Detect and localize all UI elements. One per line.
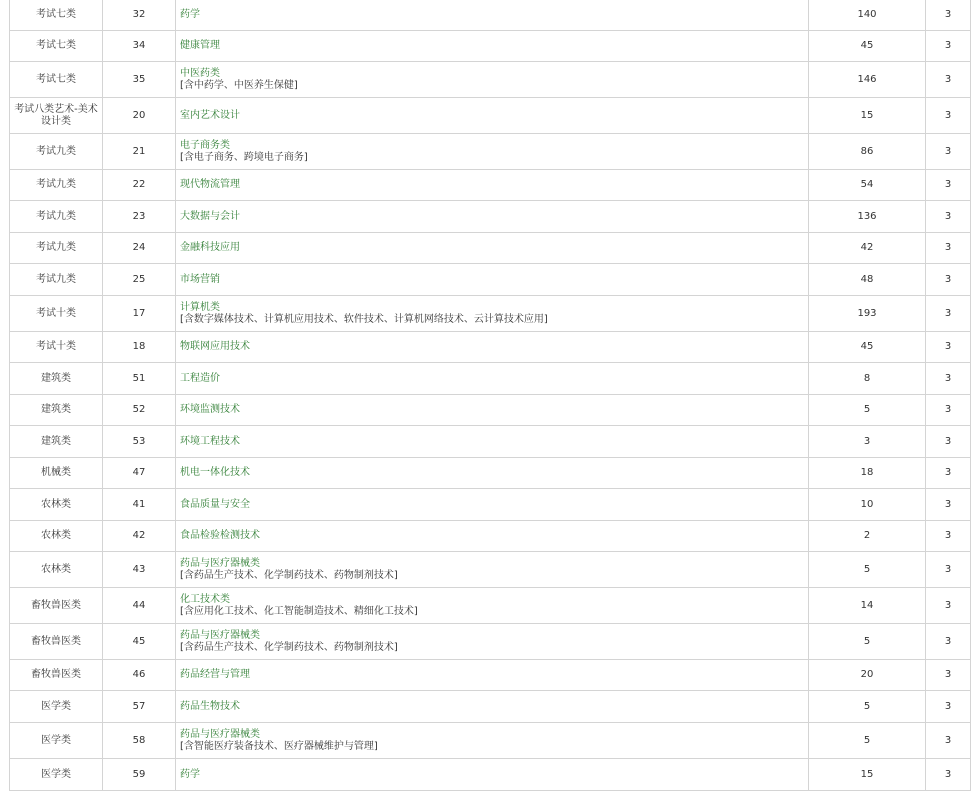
plan-count-cell: 5 bbox=[809, 723, 926, 759]
table-row bbox=[10, 624, 971, 660]
code-cell: 59 bbox=[103, 759, 176, 791]
category-cell: 考试七类 bbox=[10, 31, 103, 62]
category-cell: 医学类 bbox=[10, 723, 103, 759]
table-row bbox=[10, 552, 971, 588]
major-included-list: [含电子商务、跨境电子商务] bbox=[180, 151, 308, 163]
years-cell: 3 bbox=[926, 264, 971, 296]
years-cell: 3 bbox=[926, 458, 971, 489]
major-included-list: [含中药学、中医养生保健] bbox=[180, 79, 298, 91]
major-name: 机电一体化技术 bbox=[180, 467, 250, 478]
category-cell: 考试七类 bbox=[10, 0, 103, 31]
plan-count-cell: 5 bbox=[809, 552, 926, 588]
table-row bbox=[10, 201, 971, 233]
table-body bbox=[10, 0, 971, 791]
table-row bbox=[10, 588, 971, 624]
plan-count-cell: 14 bbox=[809, 588, 926, 624]
plan-count-cell: 140 bbox=[809, 0, 926, 31]
years-cell: 3 bbox=[926, 691, 971, 723]
major-name: 药品与医疗器械类 bbox=[180, 557, 260, 569]
major-name: 电子商务类 bbox=[180, 139, 230, 151]
table-row bbox=[10, 395, 971, 426]
major-name: 药品与医疗器械类 bbox=[180, 629, 260, 641]
major-cell bbox=[176, 31, 809, 62]
category-cell: 考试十类 bbox=[10, 332, 103, 363]
years-cell: 3 bbox=[926, 363, 971, 395]
plan-count-cell: 54 bbox=[809, 170, 926, 201]
years-cell: 3 bbox=[926, 332, 971, 363]
major-cell bbox=[176, 332, 809, 363]
code-cell: 45 bbox=[103, 624, 176, 660]
code-cell: 17 bbox=[103, 296, 176, 332]
major-name: 室内艺术设计 bbox=[180, 109, 240, 121]
category-cell: 考试七类 bbox=[10, 62, 103, 98]
plan-count-cell: 5 bbox=[809, 691, 926, 723]
category-cell: 畜牧兽医类 bbox=[10, 588, 103, 624]
years-cell: 3 bbox=[926, 0, 971, 31]
plan-count-cell: 5 bbox=[809, 624, 926, 660]
category-cell: 建筑类 bbox=[10, 363, 103, 395]
major-cell bbox=[176, 624, 809, 660]
table-row bbox=[10, 759, 971, 791]
years-cell: 3 bbox=[926, 426, 971, 458]
category-cell: 建筑类 bbox=[10, 395, 103, 426]
major-name: 工程造价 bbox=[180, 372, 220, 384]
code-cell: 34 bbox=[103, 31, 176, 62]
plan-count-cell: 10 bbox=[809, 489, 926, 521]
table-row bbox=[10, 62, 971, 98]
code-cell: 52 bbox=[103, 395, 176, 426]
plan-count-cell: 18 bbox=[809, 458, 926, 489]
plan-count-cell: 146 bbox=[809, 62, 926, 98]
table-row bbox=[10, 691, 971, 723]
major-name: 大数据与会计 bbox=[180, 210, 240, 222]
major-cell bbox=[176, 489, 809, 521]
code-cell: 44 bbox=[103, 588, 176, 624]
category-cell: 考试九类 bbox=[10, 170, 103, 201]
plan-count-cell: 45 bbox=[809, 31, 926, 62]
table-row bbox=[10, 0, 971, 31]
years-cell: 3 bbox=[926, 660, 971, 691]
plan-count-cell: 45 bbox=[809, 332, 926, 363]
code-cell: 47 bbox=[103, 458, 176, 489]
code-cell: 25 bbox=[103, 264, 176, 296]
major-name: 计算机类 bbox=[180, 301, 220, 313]
plan-count-cell: 193 bbox=[809, 296, 926, 332]
table-row bbox=[10, 458, 971, 489]
major-name: 药品与医疗器械类 bbox=[180, 728, 260, 740]
major-cell bbox=[176, 759, 809, 791]
major-name: 环境工程技术 bbox=[180, 435, 240, 447]
major-name: 食品质量与安全 bbox=[180, 498, 250, 510]
admission-plan-table bbox=[9, 0, 971, 791]
code-cell: 20 bbox=[103, 98, 176, 134]
code-cell: 42 bbox=[103, 521, 176, 552]
major-name: 食品检验检测技术 bbox=[180, 530, 260, 541]
table-row bbox=[10, 426, 971, 458]
category-cell: 考试九类 bbox=[10, 264, 103, 296]
years-cell: 3 bbox=[926, 395, 971, 426]
major-name: 环境监测技术 bbox=[180, 404, 240, 415]
years-cell: 3 bbox=[926, 62, 971, 98]
major-included-list: [含数字媒体技术、计算机应用技术、软件技术、计算机网络技术、云计算技术应用] bbox=[180, 313, 548, 325]
major-name: 健康管理 bbox=[180, 40, 220, 51]
major-name: 市场营销 bbox=[180, 273, 220, 285]
code-cell: 53 bbox=[103, 426, 176, 458]
major-included-list: [含药品生产技术、化学制药技术、药物制剂技术] bbox=[180, 641, 398, 653]
code-cell: 18 bbox=[103, 332, 176, 363]
major-cell bbox=[176, 134, 809, 170]
major-name: 药学 bbox=[180, 768, 200, 780]
years-cell: 3 bbox=[926, 170, 971, 201]
plan-count-cell: 3 bbox=[809, 426, 926, 458]
code-cell: 57 bbox=[103, 691, 176, 723]
major-cell bbox=[176, 296, 809, 332]
years-cell: 3 bbox=[926, 201, 971, 233]
table-row bbox=[10, 31, 971, 62]
plan-count-cell: 136 bbox=[809, 201, 926, 233]
category-cell: 考试九类 bbox=[10, 201, 103, 233]
major-cell bbox=[176, 264, 809, 296]
years-cell: 3 bbox=[926, 759, 971, 791]
years-cell: 3 bbox=[926, 489, 971, 521]
major-name: 物联网应用技术 bbox=[180, 341, 250, 352]
table-row bbox=[10, 489, 971, 521]
table-row bbox=[10, 134, 971, 170]
major-name: 金融科技应用 bbox=[180, 242, 240, 253]
years-cell: 3 bbox=[926, 296, 971, 332]
category-cell: 考试八类艺术-美术设计类 bbox=[10, 98, 103, 134]
major-cell bbox=[176, 588, 809, 624]
code-cell: 22 bbox=[103, 170, 176, 201]
major-included-list: [含药品生产技术、化学制药技术、药物制剂技术] bbox=[180, 569, 398, 581]
major-cell bbox=[176, 723, 809, 759]
major-name: 药学 bbox=[180, 8, 200, 20]
major-cell bbox=[176, 660, 809, 691]
major-cell bbox=[176, 233, 809, 264]
plan-count-cell: 86 bbox=[809, 134, 926, 170]
major-cell bbox=[176, 395, 809, 426]
plan-count-cell: 15 bbox=[809, 98, 926, 134]
category-cell: 医学类 bbox=[10, 759, 103, 791]
table-row bbox=[10, 723, 971, 759]
major-name: 中医药类 bbox=[180, 67, 220, 79]
code-cell: 43 bbox=[103, 552, 176, 588]
major-name: 药品生物技术 bbox=[180, 700, 240, 712]
code-cell: 46 bbox=[103, 660, 176, 691]
category-cell: 考试九类 bbox=[10, 233, 103, 264]
years-cell: 3 bbox=[926, 588, 971, 624]
years-cell: 3 bbox=[926, 31, 971, 62]
years-cell: 3 bbox=[926, 134, 971, 170]
major-cell bbox=[176, 426, 809, 458]
major-cell bbox=[176, 521, 809, 552]
major-name: 现代物流管理 bbox=[180, 179, 240, 190]
category-cell: 考试十类 bbox=[10, 296, 103, 332]
major-cell bbox=[176, 98, 809, 134]
category-cell: 农林类 bbox=[10, 552, 103, 588]
plan-count-cell: 5 bbox=[809, 395, 926, 426]
category-cell: 医学类 bbox=[10, 691, 103, 723]
years-cell: 3 bbox=[926, 624, 971, 660]
years-cell: 3 bbox=[926, 233, 971, 264]
major-name: 药品经营与管理 bbox=[180, 669, 250, 680]
major-name: 化工技术类 bbox=[180, 593, 230, 605]
plan-count-cell: 42 bbox=[809, 233, 926, 264]
table-row bbox=[10, 660, 971, 691]
category-cell: 农林类 bbox=[10, 489, 103, 521]
years-cell: 3 bbox=[926, 521, 971, 552]
table-row bbox=[10, 98, 971, 134]
plan-count-cell: 48 bbox=[809, 264, 926, 296]
code-cell: 23 bbox=[103, 201, 176, 233]
category-cell: 畜牧兽医类 bbox=[10, 660, 103, 691]
major-cell bbox=[176, 363, 809, 395]
category-cell: 农林类 bbox=[10, 521, 103, 552]
code-cell: 41 bbox=[103, 489, 176, 521]
plan-count-cell: 8 bbox=[809, 363, 926, 395]
category-cell: 建筑类 bbox=[10, 426, 103, 458]
category-cell: 机械类 bbox=[10, 458, 103, 489]
table-row bbox=[10, 233, 971, 264]
code-cell: 21 bbox=[103, 134, 176, 170]
plan-count-cell: 2 bbox=[809, 521, 926, 552]
major-cell bbox=[176, 458, 809, 489]
major-cell bbox=[176, 691, 809, 723]
table-row bbox=[10, 296, 971, 332]
table-row bbox=[10, 332, 971, 363]
table-row bbox=[10, 521, 971, 552]
years-cell: 3 bbox=[926, 98, 971, 134]
table-row bbox=[10, 264, 971, 296]
table-row bbox=[10, 170, 971, 201]
code-cell: 32 bbox=[103, 0, 176, 31]
major-included-list: [含智能医疗装备技术、医疗器械维护与管理] bbox=[180, 740, 378, 752]
major-cell bbox=[176, 170, 809, 201]
major-cell bbox=[176, 552, 809, 588]
years-cell: 3 bbox=[926, 552, 971, 588]
major-included-list: [含应用化工技术、化工智能制造技术、精细化工技术] bbox=[180, 605, 418, 617]
years-cell: 3 bbox=[926, 723, 971, 759]
code-cell: 35 bbox=[103, 62, 176, 98]
major-cell bbox=[176, 201, 809, 233]
plan-count-cell: 15 bbox=[809, 759, 926, 791]
category-cell: 畜牧兽医类 bbox=[10, 624, 103, 660]
code-cell: 24 bbox=[103, 233, 176, 264]
category-cell: 考试九类 bbox=[10, 134, 103, 170]
code-cell: 58 bbox=[103, 723, 176, 759]
major-cell bbox=[176, 0, 809, 31]
major-cell bbox=[176, 62, 809, 98]
code-cell: 51 bbox=[103, 363, 176, 395]
plan-count-cell: 20 bbox=[809, 660, 926, 691]
table-row bbox=[10, 363, 971, 395]
